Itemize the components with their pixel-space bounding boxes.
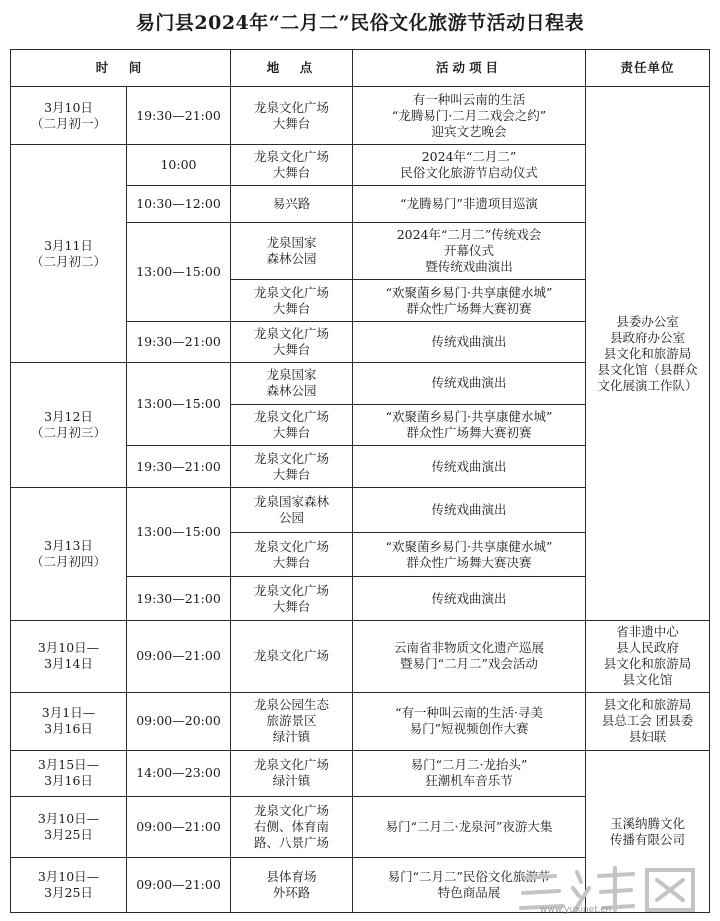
place-cell: 龙泉文化广场 大舞台 [231, 321, 353, 362]
time-cell: 09:00—20:00 [127, 692, 231, 751]
activity-cell: “龙腾易门”非遗项目巡演 [353, 186, 586, 222]
activity-cell: 2024年“二月二” 民俗文化旅游节启动仪式 [353, 144, 586, 185]
date-cell: 3月10日— 3月25日 [11, 858, 127, 913]
time-cell: 09:00—21:00 [127, 858, 231, 913]
place-cell: 龙泉国家 森林公园 [231, 363, 353, 404]
time-cell: 19:30—21:00 [127, 87, 231, 145]
place-cell: 龙泉文化广场 [231, 620, 353, 692]
place-cell: 龙泉文化广场 大舞台 [231, 532, 353, 576]
responsible-cell: 县委办公室 县政府办公室 县文化和旅游局 县文化馆（县群众 文化展演工作队） [586, 87, 710, 620]
responsible-cell: 县文化和旅游局 县总工会 团县委 县妇联 [586, 692, 710, 751]
activity-cell: 云南省非物质文化遗产巡展 暨易门“二月二”戏会活动 [353, 620, 586, 692]
time-cell: 13:00—15:00 [127, 488, 231, 577]
time-cell: 10:30—12:00 [127, 186, 231, 222]
activity-cell: 传统戏曲演出 [353, 363, 586, 404]
activity-cell: 易门“二月二”民俗文化旅游节 特色商品展 [353, 858, 586, 913]
table-row [11, 87, 710, 145]
header-responsible: 责任单位 [586, 50, 710, 87]
place-cell: 龙泉文化广场 大舞台 [231, 144, 353, 185]
time-cell: 19:30—21:00 [127, 321, 231, 362]
time-cell: 13:00—15:00 [127, 363, 231, 446]
page-title: 易门县2024年“二月二”民俗文化旅游节活动日程表 [135, 12, 585, 34]
table-row [11, 751, 710, 796]
place-cell: 龙泉文化广场 绿汁镇 [231, 751, 353, 796]
date-cell: 3月15日— 3月16日 [11, 751, 127, 796]
header-activity: 活动项目 [353, 50, 586, 87]
watermark-url: www.yuxinet.cn [540, 905, 612, 915]
place-cell: 龙泉文化广场 右侧、体育南 路、八景广场 [231, 796, 353, 858]
activity-cell: 传统戏曲演出 [353, 321, 586, 362]
place-cell: 龙泉文化广场 大舞台 [231, 404, 353, 445]
time-cell: 19:30—21:00 [127, 577, 231, 620]
time-cell: 10:00 [127, 144, 231, 185]
time-cell: 09:00—21:00 [127, 796, 231, 858]
place-cell: 龙泉国家森林 公园 [231, 488, 353, 532]
place-cell: 易兴路 [231, 186, 353, 222]
time-cell: 19:30—21:00 [127, 446, 231, 488]
activity-cell: “欢聚菌乡易门·共享康健水城” 群众性广场舞大赛决赛 [353, 532, 586, 576]
responsible-cell: 省非遗中心 县人民政府 县文化和旅游局 县文化馆 [586, 620, 710, 692]
table-header-row [11, 50, 710, 87]
activity-cell: “欢聚菌乡易门·共享康健水城” 群众性广场舞大赛初赛 [353, 280, 586, 321]
place-cell: 龙泉文化广场 大舞台 [231, 87, 353, 145]
table-row [11, 620, 710, 692]
activity-cell: “欢聚菌乡易门·共享康健水城” 群众性广场舞大赛初赛 [353, 404, 586, 445]
date-cell: 3月11日 （二月初二） [11, 144, 127, 362]
place-cell: 龙泉文化广场 大舞台 [231, 577, 353, 620]
activity-cell: 易门“二月二·龙泉河”夜游大集 [353, 796, 586, 858]
activity-cell: “有一种叫云南的生活·寻美 易门”短视频创作大赛 [353, 692, 586, 751]
activity-cell: 易门“二月二·龙抬头” 狂潮机车音乐节 [353, 751, 586, 796]
table-row [11, 692, 710, 751]
header-time: 时 间 [11, 50, 231, 87]
activity-cell: 传统戏曲演出 [353, 577, 586, 620]
place-cell: 县体育场 外环路 [231, 858, 353, 913]
header-place: 地 点 [231, 50, 353, 87]
place-cell: 龙泉公园生态 旅游景区 绿汁镇 [231, 692, 353, 751]
activity-cell: 传统戏曲演出 [353, 488, 586, 532]
activity-cell: 传统戏曲演出 [353, 446, 586, 488]
date-cell: 3月12日 （二月初三） [11, 363, 127, 488]
date-cell: 3月13日 （二月初四） [11, 488, 127, 620]
responsible-cell: 玉溪纳腾文化 传播有限公司 [586, 751, 710, 913]
date-cell: 3月10日— 3月25日 [11, 796, 127, 858]
place-cell: 龙泉文化广场 大舞台 [231, 280, 353, 321]
date-cell: 3月10日 （二月初一） [11, 87, 127, 145]
schedule-table [10, 49, 710, 913]
time-cell: 14:00—23:00 [127, 751, 231, 796]
date-cell: 3月10日— 3月14日 [11, 620, 127, 692]
place-cell: 龙泉文化广场 大舞台 [231, 446, 353, 488]
time-cell: 09:00—21:00 [127, 620, 231, 692]
date-cell: 3月1日— 3月16日 [11, 692, 127, 751]
activity-cell: 有一种叫云南的生活 “龙腾易门·二月二戏会之约” 迎宾文艺晚会 [353, 87, 586, 145]
place-cell: 龙泉国家 森林公园 [231, 222, 353, 280]
activity-cell: 2024年“二月二”传统戏会 开幕仪式 暨传统戏曲演出 [353, 222, 586, 280]
time-cell: 13:00—15:00 [127, 222, 231, 321]
